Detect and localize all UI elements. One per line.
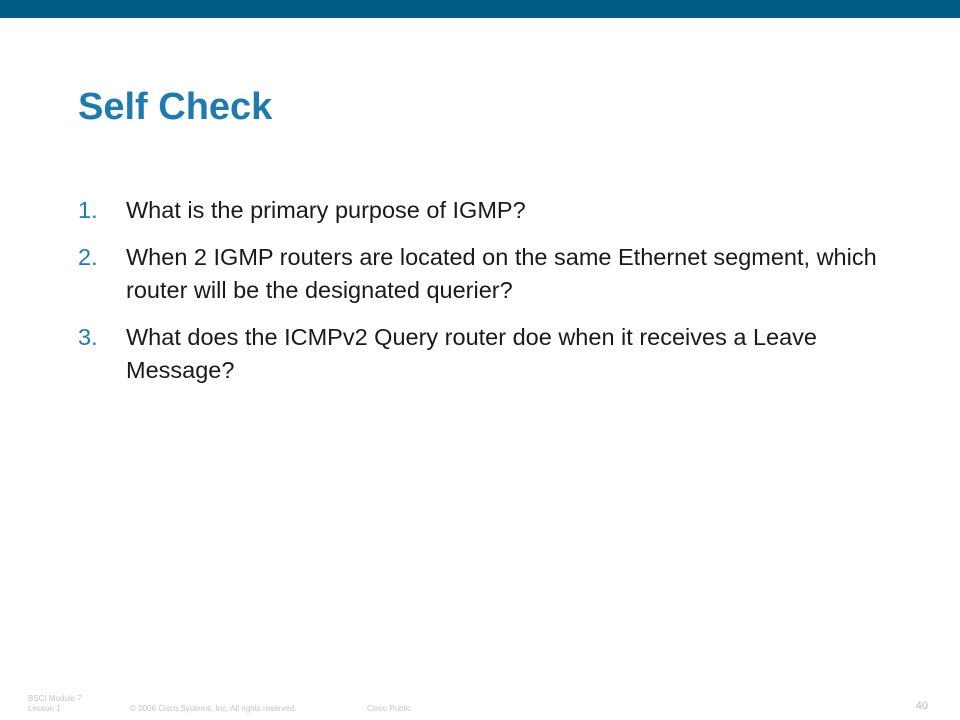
header-bar	[0, 0, 960, 18]
question-number: 2.	[78, 244, 98, 270]
question-text: When 2 IGMP routers are located on the same Ethernet segment, which router will be the designated querier?	[126, 244, 877, 303]
footer-lesson: Lesson 1	[28, 704, 61, 713]
page-number: 40	[915, 700, 928, 712]
question-list	[78, 194, 898, 401]
footer-module: BSCI Module 7	[28, 694, 82, 703]
question-number: 3.	[78, 324, 98, 350]
question-item	[78, 321, 898, 387]
question-text: What is the primary purpose of IGMP?	[126, 197, 526, 223]
question-text: What does the ICMPv2 Query router doe when it receives a Leave Message?	[126, 324, 817, 383]
footer-copyright: © 2006 Cisco Systems, Inc. All rights reserved.	[130, 704, 297, 713]
footer-classification: Cisco Public	[367, 704, 412, 713]
question-item	[78, 241, 898, 307]
question-number: 1.	[78, 197, 98, 223]
question-item	[78, 194, 898, 227]
slide-title: Self Check	[78, 86, 273, 128]
